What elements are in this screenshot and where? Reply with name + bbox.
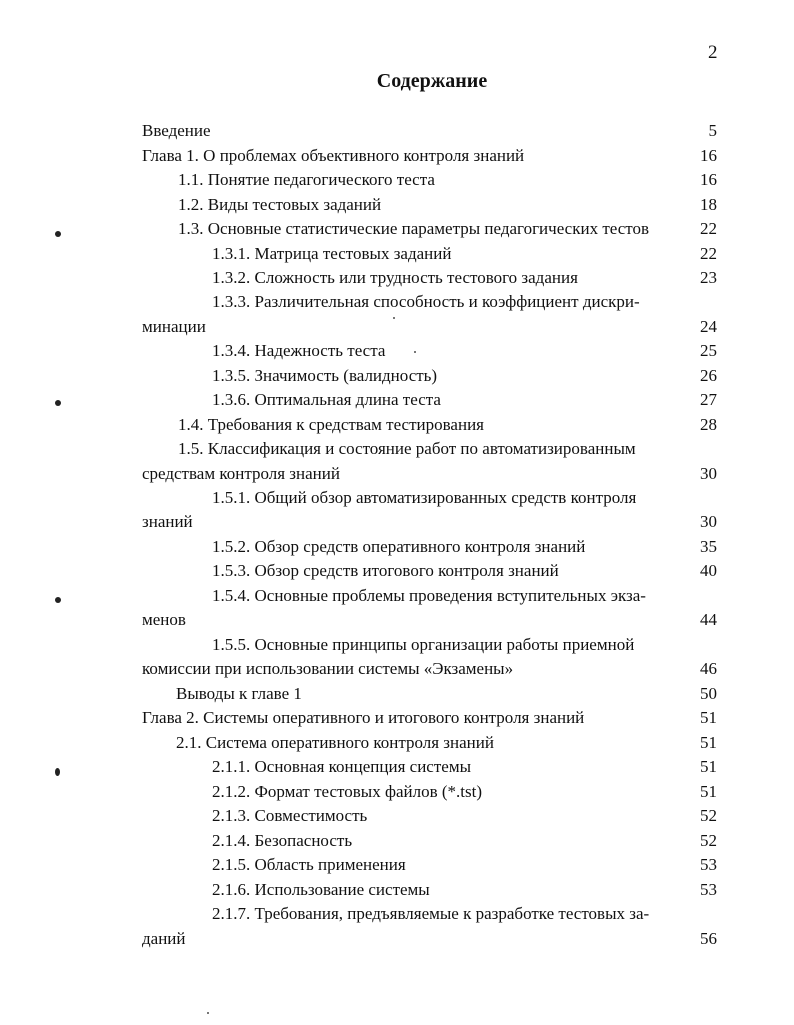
toc-entry-text: 1.2. Виды тестовых заданий bbox=[178, 195, 382, 214]
binder-hole-mark bbox=[55, 400, 61, 406]
toc-entry-page: 18 bbox=[700, 195, 717, 214]
toc-entry-page: 50 bbox=[700, 684, 717, 703]
toc-entry-continuation: менов bbox=[142, 610, 186, 629]
toc-entry-page: 52 bbox=[700, 806, 717, 825]
toc-entry-page: 5 bbox=[708, 121, 717, 140]
toc-entry-text: 2.1.3. Совместимость bbox=[212, 806, 368, 825]
toc-entry-page: 51 bbox=[700, 757, 717, 776]
toc-entry-text: 1.4. Требования к средствам тестирования bbox=[178, 415, 484, 434]
toc-entry-text: 2.1.5. Область применения bbox=[212, 855, 406, 874]
toc-entry-text: 1.5.3. Обзор средств итогового контроля знаний bbox=[212, 561, 559, 580]
toc-entry-page: 30 bbox=[700, 464, 717, 483]
page-title: Содержание bbox=[376, 70, 488, 92]
toc-entry-page: 51 bbox=[700, 782, 717, 801]
scan-speck bbox=[393, 317, 395, 319]
toc-entry-page: 30 bbox=[700, 512, 717, 531]
toc-entry-text: 1.1. Понятие педагогического теста bbox=[178, 170, 435, 189]
toc-entry-text: 1.3.3. Различительная способность и коэффициент дискри- bbox=[212, 292, 640, 311]
toc-entry-page: 16 bbox=[700, 170, 717, 189]
toc-entry-page: 40 bbox=[700, 561, 717, 580]
toc-entry-text: Глава 1. О проблемах объективного контроля знаний bbox=[142, 146, 525, 165]
toc-entry-page: 53 bbox=[700, 880, 717, 899]
toc-entry-page: 27 bbox=[700, 390, 717, 409]
toc-entry-text: 1.5.5. Основные принципы организации работы приемной bbox=[212, 635, 635, 654]
toc-entry-text: 2.1.7. Требования, предъявляемые к разработке тестовых за- bbox=[212, 904, 650, 923]
binder-hole-mark bbox=[55, 597, 61, 603]
toc-entry-page: 51 bbox=[700, 733, 717, 752]
toc-entry-continuation: знаний bbox=[142, 512, 193, 531]
toc-entry-text: 2.1.1. Основная концепция системы bbox=[212, 757, 472, 776]
toc-entry-text: 1.5.1. Общий обзор автоматизированных средств контроля bbox=[212, 488, 637, 507]
scan-speck bbox=[207, 1012, 209, 1014]
scan-speck bbox=[414, 351, 416, 353]
toc-entry-page: 22 bbox=[700, 219, 717, 238]
page-number: 2 bbox=[708, 42, 718, 63]
toc-entry-page: 25 bbox=[700, 341, 717, 360]
toc-entry-page: 23 bbox=[700, 268, 717, 287]
toc-entry-text: 2.1. Система оперативного контроля знаний bbox=[176, 733, 494, 752]
toc-entry-page: 16 bbox=[700, 146, 717, 165]
toc-entry-text: 1.3.6. Оптимальная длина теста bbox=[212, 390, 441, 409]
toc-entry-text: 2.1.6. Использование системы bbox=[212, 880, 430, 899]
toc-entry-continuation: минации bbox=[142, 317, 206, 336]
toc-entry-text: 1.5. Классификация и состояние работ по автоматизированным bbox=[178, 439, 636, 458]
toc-entry-page: 46 bbox=[700, 659, 717, 678]
binder-hole-mark bbox=[55, 768, 60, 776]
toc-entry-text: 2.1.2. Формат тестовых файлов (*.tst) bbox=[212, 782, 482, 801]
toc-entry-page: 35 bbox=[700, 537, 717, 556]
toc-entry-page: 24 bbox=[700, 317, 717, 336]
toc-entry-text: 2.1.4. Безопасность bbox=[212, 831, 353, 850]
toc-entry-text: 1.3.1. Матрица тестовых заданий bbox=[212, 244, 452, 263]
toc-entry-page: 44 bbox=[700, 610, 717, 629]
toc-entry-text: Введение bbox=[142, 121, 211, 140]
toc-entry-page: 56 bbox=[700, 929, 717, 948]
toc-entry-continuation: комиссии при использовании системы «Экзамены» bbox=[142, 659, 514, 678]
toc-entry-page: 53 bbox=[700, 855, 717, 874]
toc-entry-text: Глава 2. Системы оперативного и итогового контроля знаний bbox=[142, 708, 585, 727]
toc-entry-text: 1.3.4. Надежность теста bbox=[212, 341, 386, 360]
toc-entry-page: 51 bbox=[700, 708, 717, 727]
toc-entry-text: 1.5.4. Основные проблемы проведения вступительных экза- bbox=[212, 586, 646, 605]
toc-entry-text: Выводы к главе 1 bbox=[176, 684, 302, 703]
binder-hole-mark bbox=[55, 231, 61, 237]
toc-entry-text: 1.3.2. Сложность или трудность тестового задания bbox=[212, 268, 578, 287]
toc-entry-text: 1.3.5. Значимость (валидность) bbox=[212, 366, 438, 385]
toc-entry-page: 28 bbox=[700, 415, 717, 434]
toc-entry-continuation: средствам контроля знаний bbox=[142, 464, 340, 483]
toc-entry-continuation: даний bbox=[142, 929, 186, 948]
toc-entry-page: 26 bbox=[700, 366, 717, 385]
toc-entry-text: 1.5.2. Обзор средств оперативного контроля знаний bbox=[212, 537, 586, 556]
toc-entry-page: 22 bbox=[700, 244, 717, 263]
toc-entry-text: 1.3. Основные статистические параметры педагогических тестов bbox=[178, 219, 649, 238]
toc-entry-page: 52 bbox=[700, 831, 717, 850]
